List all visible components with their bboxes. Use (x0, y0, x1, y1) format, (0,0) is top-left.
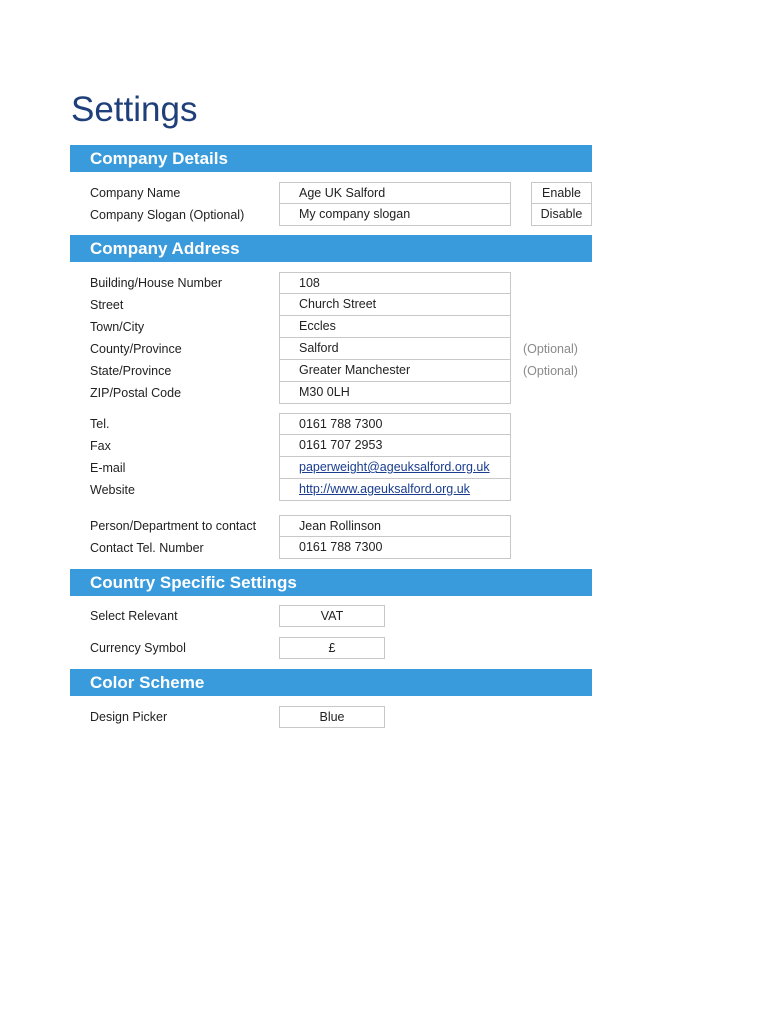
label-state-province: State/Province (90, 364, 172, 378)
label-building-number: Building/House Number (90, 276, 223, 290)
currency-symbol-select[interactable]: £ (279, 637, 385, 659)
section-header-country-settings: Country Specific Settings (70, 569, 592, 596)
company-slogan-input[interactable]: My company slogan (279, 204, 511, 226)
state-province-input[interactable]: Greater Manchester (279, 360, 511, 382)
section-header-company-address: Company Address (70, 235, 592, 262)
label-contact-person: Person/Department to contact (90, 519, 257, 533)
label-design-picker: Design Picker (90, 710, 168, 724)
company-name-input[interactable]: Age UK Salford (279, 182, 511, 204)
label-currency-symbol: Currency Symbol (90, 641, 186, 655)
website-link[interactable]: http://www.ageuksalford.org.uk (279, 479, 511, 501)
label-company-slogan: Company Slogan (Optional) (90, 208, 245, 222)
tel-input[interactable]: 0161 788 7300 (279, 413, 511, 435)
state-optional-note: (Optional) (523, 364, 578, 378)
label-fax: Fax (90, 439, 111, 453)
section-header-color-scheme: Color Scheme (70, 669, 592, 696)
street-input[interactable]: Church Street (279, 294, 511, 316)
page-title: Settings (71, 90, 198, 129)
label-tel: Tel. (90, 417, 110, 431)
county-optional-note: (Optional) (523, 342, 578, 356)
contact-tel-input[interactable]: 0161 788 7300 (279, 537, 511, 559)
county-province-input[interactable]: Salford (279, 338, 511, 360)
label-county-province: County/Province (90, 342, 182, 356)
fax-input[interactable]: 0161 707 2953 (279, 435, 511, 457)
contact-person-input[interactable]: Jean Rollinson (279, 515, 511, 537)
disable-button[interactable]: Disable (531, 204, 592, 226)
design-picker-select[interactable]: Blue (279, 706, 385, 728)
tax-type-select[interactable]: VAT (279, 605, 385, 627)
label-postal-code: ZIP/Postal Code (90, 386, 182, 400)
label-contact-tel: Contact Tel. Number (90, 541, 204, 555)
label-website: Website (90, 483, 135, 497)
label-town-city: Town/City (90, 320, 145, 334)
label-email: E-mail (90, 461, 126, 475)
postal-code-input[interactable]: M30 0LH (279, 382, 511, 404)
label-company-name: Company Name (90, 186, 181, 200)
email-link[interactable]: paperweight@ageuksalford.org.uk (279, 457, 511, 479)
label-street: Street (90, 298, 124, 312)
section-header-company-details: Company Details (70, 145, 592, 172)
enable-button[interactable]: Enable (531, 182, 592, 204)
town-city-input[interactable]: Eccles (279, 316, 511, 338)
label-select-relevant: Select Relevant (90, 609, 178, 623)
building-number-input[interactable]: 108 (279, 272, 511, 294)
